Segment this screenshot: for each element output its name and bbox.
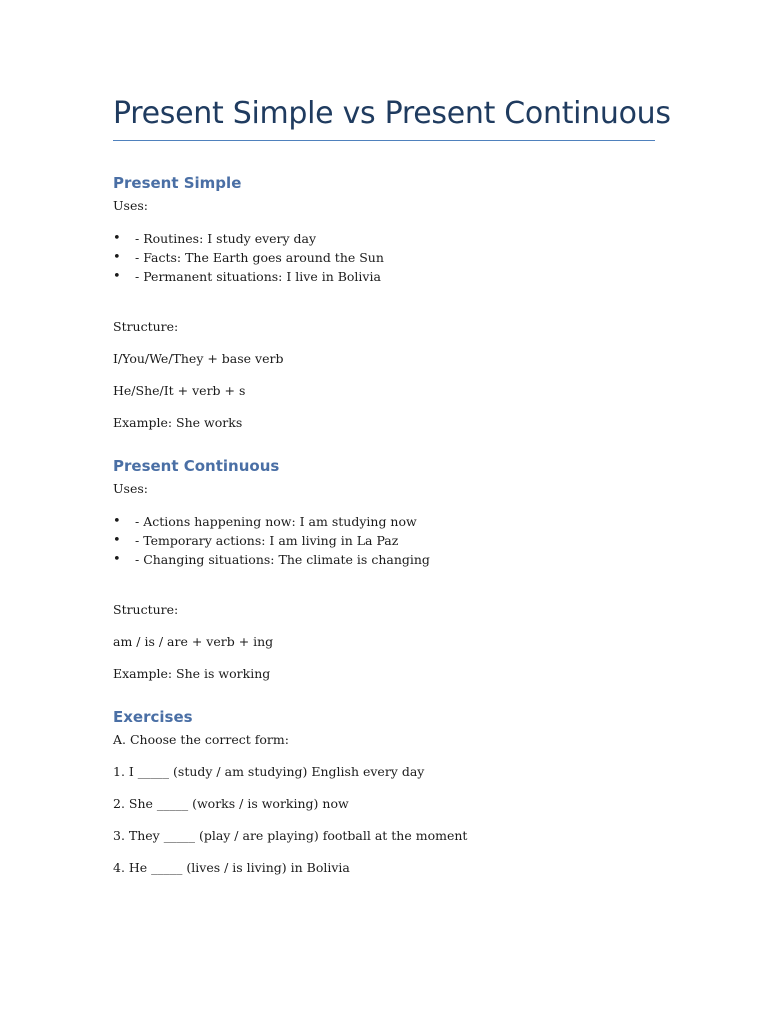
list-item	[113, 248, 655, 267]
list-item-text: - Actions happening now: I am studying now	[135, 514, 417, 529]
document-body	[113, 96, 671, 877]
exercise-item: 4. He _____ (lives / is living) in Bolivia	[113, 860, 350, 875]
bullet-icon: •	[113, 533, 121, 548]
present-simple-uses-label: Uses:	[113, 198, 148, 213]
list-item-text: - Temporary actions: I am living in La Paz	[135, 533, 399, 548]
heading-exercises: Exercises	[113, 708, 193, 726]
list-item-text: - Permanent situations: I live in Bolivia	[135, 269, 381, 284]
present-simple-structure-label: Structure:	[113, 319, 179, 334]
list-item	[113, 512, 655, 531]
bullet-icon: •	[113, 269, 121, 284]
list-item-text: - Facts: The Earth goes around the Sun	[135, 250, 384, 265]
exercise-item: 1. I _____ (study / am studying) English every day	[113, 764, 425, 779]
bullet-icon: •	[113, 552, 121, 567]
list-item	[113, 267, 655, 286]
list-item	[113, 229, 655, 248]
bullet-icon: •	[113, 514, 121, 529]
present-continuous-example: Example: She is working	[113, 666, 271, 681]
bullet-icon: •	[113, 250, 121, 265]
list-item	[113, 550, 655, 569]
exercises-instruction: A. Choose the correct form:	[113, 732, 289, 747]
present-continuous-uses-list	[113, 512, 655, 569]
exercise-item: 3. They _____ (play / are playing) football at the moment	[113, 828, 468, 843]
present-simple-structure-line: He/She/It + verb + s	[113, 383, 246, 398]
list-item-text: - Routines: I study every day	[135, 231, 317, 246]
present-simple-structure-line: I/You/We/They + base verb	[113, 351, 284, 366]
list-item	[113, 531, 655, 550]
list-item-text: - Changing situations: The climate is changing	[135, 552, 430, 567]
present-continuous-uses-label: Uses:	[113, 481, 148, 496]
document-title: Present Simple vs Present Continuous	[113, 96, 671, 131]
exercise-item: 2. She _____ (works / is working) now	[113, 796, 349, 811]
present-simple-uses-list	[113, 229, 655, 286]
present-continuous-structure-line: am / is / are + verb + ing	[113, 634, 274, 649]
present-simple-example: Example: She works	[113, 415, 243, 430]
heading-present-simple: Present Simple	[113, 174, 242, 192]
present-continuous-structure-label: Structure:	[113, 602, 179, 617]
heading-present-continuous: Present Continuous	[113, 457, 280, 475]
bullet-icon: •	[113, 231, 121, 246]
title-underline	[113, 140, 655, 141]
